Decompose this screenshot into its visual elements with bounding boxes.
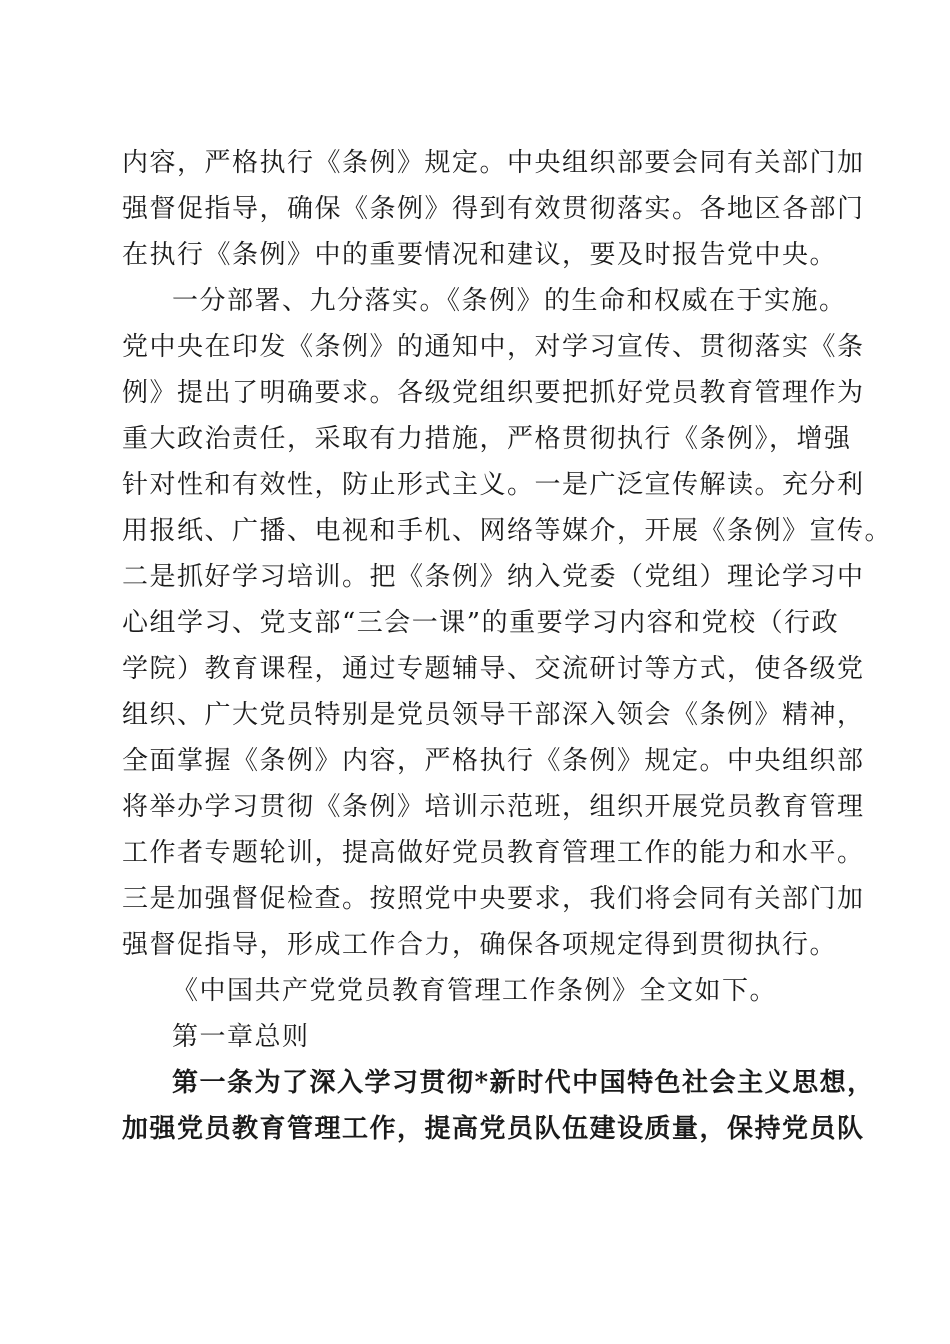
text-line: 针对性和有效性，防止形式主义。一是广泛宣传解读。充分利 — [122, 470, 865, 500]
text-line: 学院）教育课程，通过专题辅导、交流研讨等方式，使各级党 — [122, 654, 865, 684]
text-line: 例》提出了明确要求。各级党组织要把抓好党员教育管理作为 — [122, 378, 865, 408]
text-line: 组织、广大党员特别是党员领导干部深入领会《条例》精神， — [122, 700, 865, 730]
text-line: 强督促指导，确保《条例》得到有效贯彻落实。各地区各部门 — [122, 194, 865, 224]
text-line: 《中国共产党党员教育管理工作条例》全文如下。 — [172, 976, 778, 1006]
text-line: 第一条为了深入学习贯彻*新时代中国特色社会主义思想， — [172, 1068, 875, 1098]
text-line: 二是抓好学习培训。把《条例》纳入党委（党组）理论学习中 — [122, 562, 865, 592]
text-line: 党中央在印发《条例》的通知中，对学习宣传、贯彻落实《条 — [122, 332, 865, 362]
text-line: 将举办学习贯彻《条例》培训示范班，组织开展党员教育管理 — [122, 792, 865, 822]
text-line: 重大政治责任，采取有力措施，严格贯彻执行《条例》，增强 — [122, 424, 852, 454]
text-line: 工作者专题轮训，提高做好党员教育管理工作的能力和水平。 — [122, 838, 865, 868]
text-line: 一分部署、九分落实。《条例》的生命和权威在于实施。 — [172, 286, 847, 316]
text-line: 强督促指导，形成工作合力，确保各项规定得到贯彻执行。 — [122, 930, 838, 960]
text-line: 第一章总则 — [172, 1022, 310, 1052]
text-line: 在执行《条例》中的重要情况和建议，要及时报告党中央。 — [122, 240, 838, 270]
text-line: 三是加强督促检查。按照党中央要求，我们将会同有关部门加 — [122, 884, 865, 914]
text-line: 全面掌握《条例》内容，严格执行《条例》规定。中央组织部 — [122, 746, 865, 776]
text-line: 心组学习、党支部“三会一课”的重要学习内容和党校（行政 — [122, 608, 840, 638]
document-body — [122, 140, 893, 1152]
text-line: 内容，严格执行《条例》规定。中央组织部要会同有关部门加 — [122, 148, 865, 178]
text-line: 用报纸、广播、电视和手机、网络等媒介，开展《条例》宣传。 — [122, 516, 893, 546]
text-line: 加强党员教育管理工作，提高党员队伍建设质量，保持党员队 — [122, 1114, 865, 1144]
